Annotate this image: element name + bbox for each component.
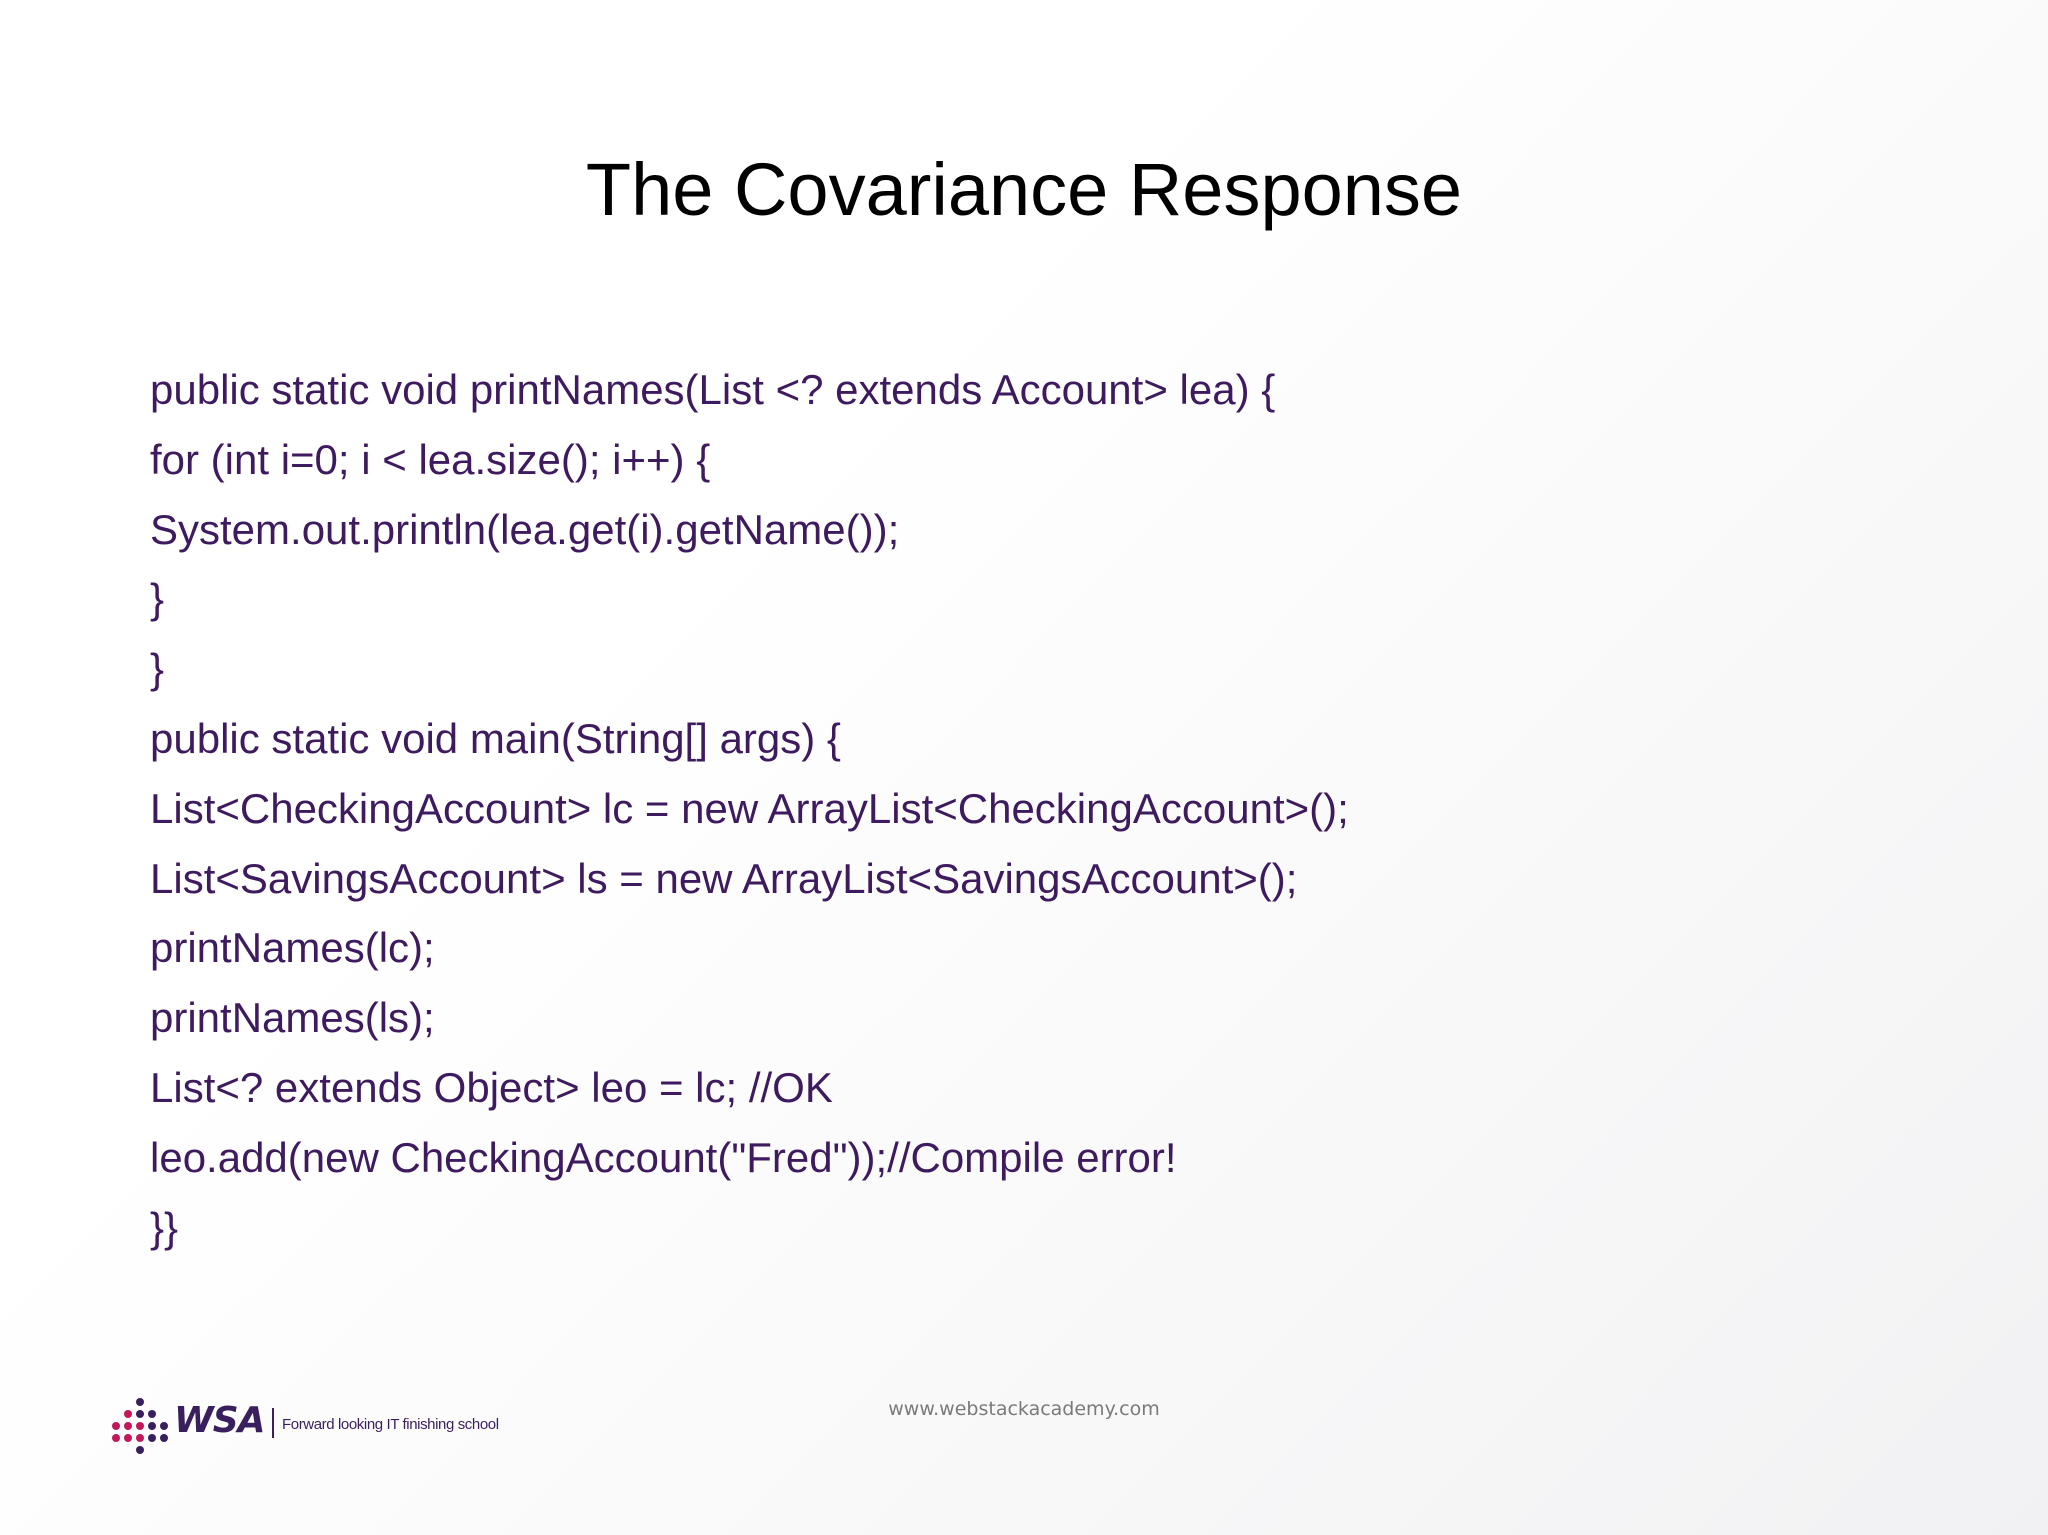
code-line: public static void main(String[] args) { bbox=[150, 714, 841, 762]
logo-tagline: Forward looking IT finishing school bbox=[282, 1416, 499, 1433]
code-line: printNames(ls); bbox=[150, 994, 435, 1042]
code-line: } bbox=[150, 575, 165, 623]
code-line: printNames(lc); bbox=[150, 924, 435, 972]
slide-title: The Covariance Response bbox=[585, 148, 1463, 231]
code-line: List<SavingsAccount> ls = new ArrayList<SavingsAccount>(); bbox=[150, 854, 1298, 902]
logo-wordmark: WSA bbox=[174, 1400, 265, 1441]
code-line: System.out.println(lea.get(i).getName()); bbox=[150, 505, 900, 553]
code-line: List<? extends Object> leo = lc; //OK bbox=[150, 1063, 833, 1111]
code-line: for (int i=0; i < lea.size(); i++) { bbox=[150, 435, 711, 483]
code-line: } bbox=[150, 645, 165, 693]
code-block bbox=[150, 355, 1950, 1262]
code-line: leo.add(new CheckingAccount("Fred"));//Compile error! bbox=[150, 1133, 1177, 1181]
code-line: }} bbox=[150, 1203, 179, 1251]
footer-url: www.webstackacademy.com bbox=[888, 1398, 1160, 1420]
code-line: List<CheckingAccount> lc = new ArrayList<CheckingAccount>(); bbox=[150, 784, 1349, 832]
code-line: public static void printNames(List <? extends Account> lea) { bbox=[150, 366, 1276, 413]
